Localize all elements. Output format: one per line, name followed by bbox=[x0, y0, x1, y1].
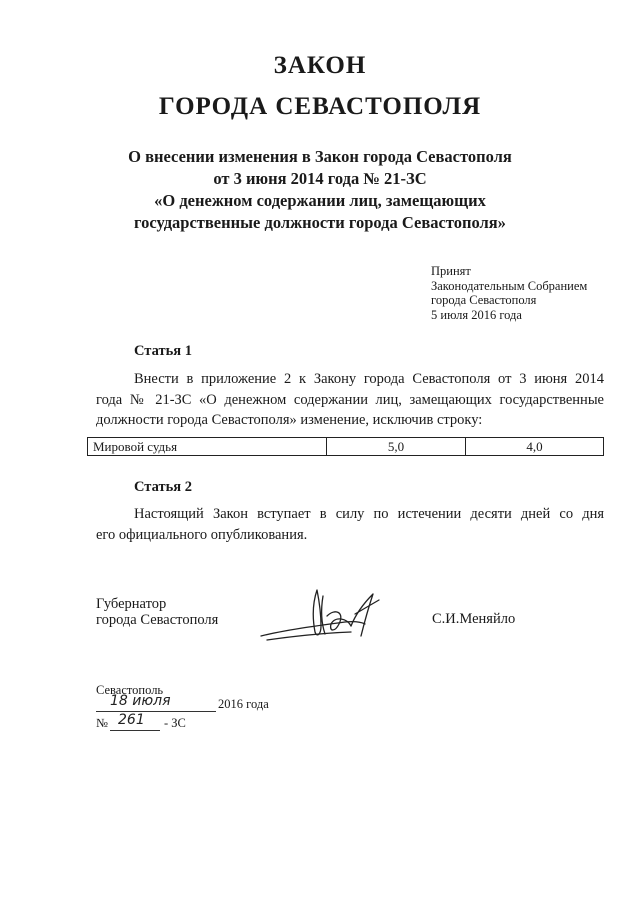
subtitle-line: государственные должности города Севастополя» bbox=[134, 213, 506, 232]
table-cell-value-2: 4,0 bbox=[466, 438, 604, 456]
article-2-line: Настоящий Закон вступает в силу по истечении десяти дней со дня bbox=[134, 506, 604, 522]
number-prefix: № bbox=[96, 716, 108, 730]
subtitle-line: от 3 июня 2014 года № 21-ЗС bbox=[213, 169, 427, 188]
position-line: города Севастополя bbox=[96, 612, 219, 628]
signatory-name: С.И.Меняйло bbox=[432, 611, 516, 627]
adoption-line: города Севастополя bbox=[431, 293, 537, 307]
date-underline bbox=[96, 711, 216, 712]
adoption-line: 5 июля 2016 года bbox=[431, 307, 522, 322]
table-cell-value-1: 5,0 bbox=[327, 438, 466, 456]
article-2-line: его официального опубликования. bbox=[96, 526, 308, 543]
article-1-text bbox=[96, 369, 604, 431]
place-of-signing: Севастополь bbox=[96, 683, 164, 697]
excluded-row-table bbox=[87, 437, 604, 456]
date-line bbox=[96, 693, 276, 713]
article-1-line: года № 21-ЗС «О денежном содержании лиц, замещающих государственные bbox=[96, 391, 604, 408]
law-subtitle bbox=[0, 146, 640, 234]
number-underline bbox=[110, 730, 160, 731]
article-2-text bbox=[96, 504, 604, 545]
number-suffix: - ЗС bbox=[164, 716, 186, 730]
position-line: Губернатор bbox=[96, 596, 167, 612]
adoption-note bbox=[431, 264, 587, 322]
subtitle-line: «О денежном содержании лиц, замещающих bbox=[154, 191, 486, 210]
table-row bbox=[88, 438, 604, 456]
date-year: 2016 года bbox=[218, 697, 269, 711]
law-city-title: ГОРОДА СЕВАСТОПОЛЯ bbox=[158, 93, 482, 120]
signatory-position bbox=[96, 596, 218, 628]
article-1-line: Внести в приложение 2 к Закону города Севастополя от 3 июня 2014 bbox=[134, 371, 604, 387]
handwritten-number: 261 bbox=[118, 712, 145, 728]
handwritten-date: 18 июля bbox=[110, 693, 171, 709]
table-cell-position: Мировой судья bbox=[88, 438, 327, 456]
subtitle-line: О внесении изменения в Закон города Севастополя bbox=[128, 147, 512, 166]
article-2-heading: Статья 2 bbox=[134, 479, 192, 495]
law-title: ЗАКОН bbox=[273, 52, 367, 79]
article-1-line: должности города Севастополя» изменение, исключив строку: bbox=[96, 412, 483, 428]
handwritten-signature bbox=[255, 586, 385, 646]
adoption-line: Принят bbox=[431, 264, 471, 278]
number-line bbox=[96, 712, 216, 732]
adoption-line: Законодательным Собранием bbox=[431, 278, 588, 293]
article-1-heading: Статья 1 bbox=[134, 343, 192, 359]
